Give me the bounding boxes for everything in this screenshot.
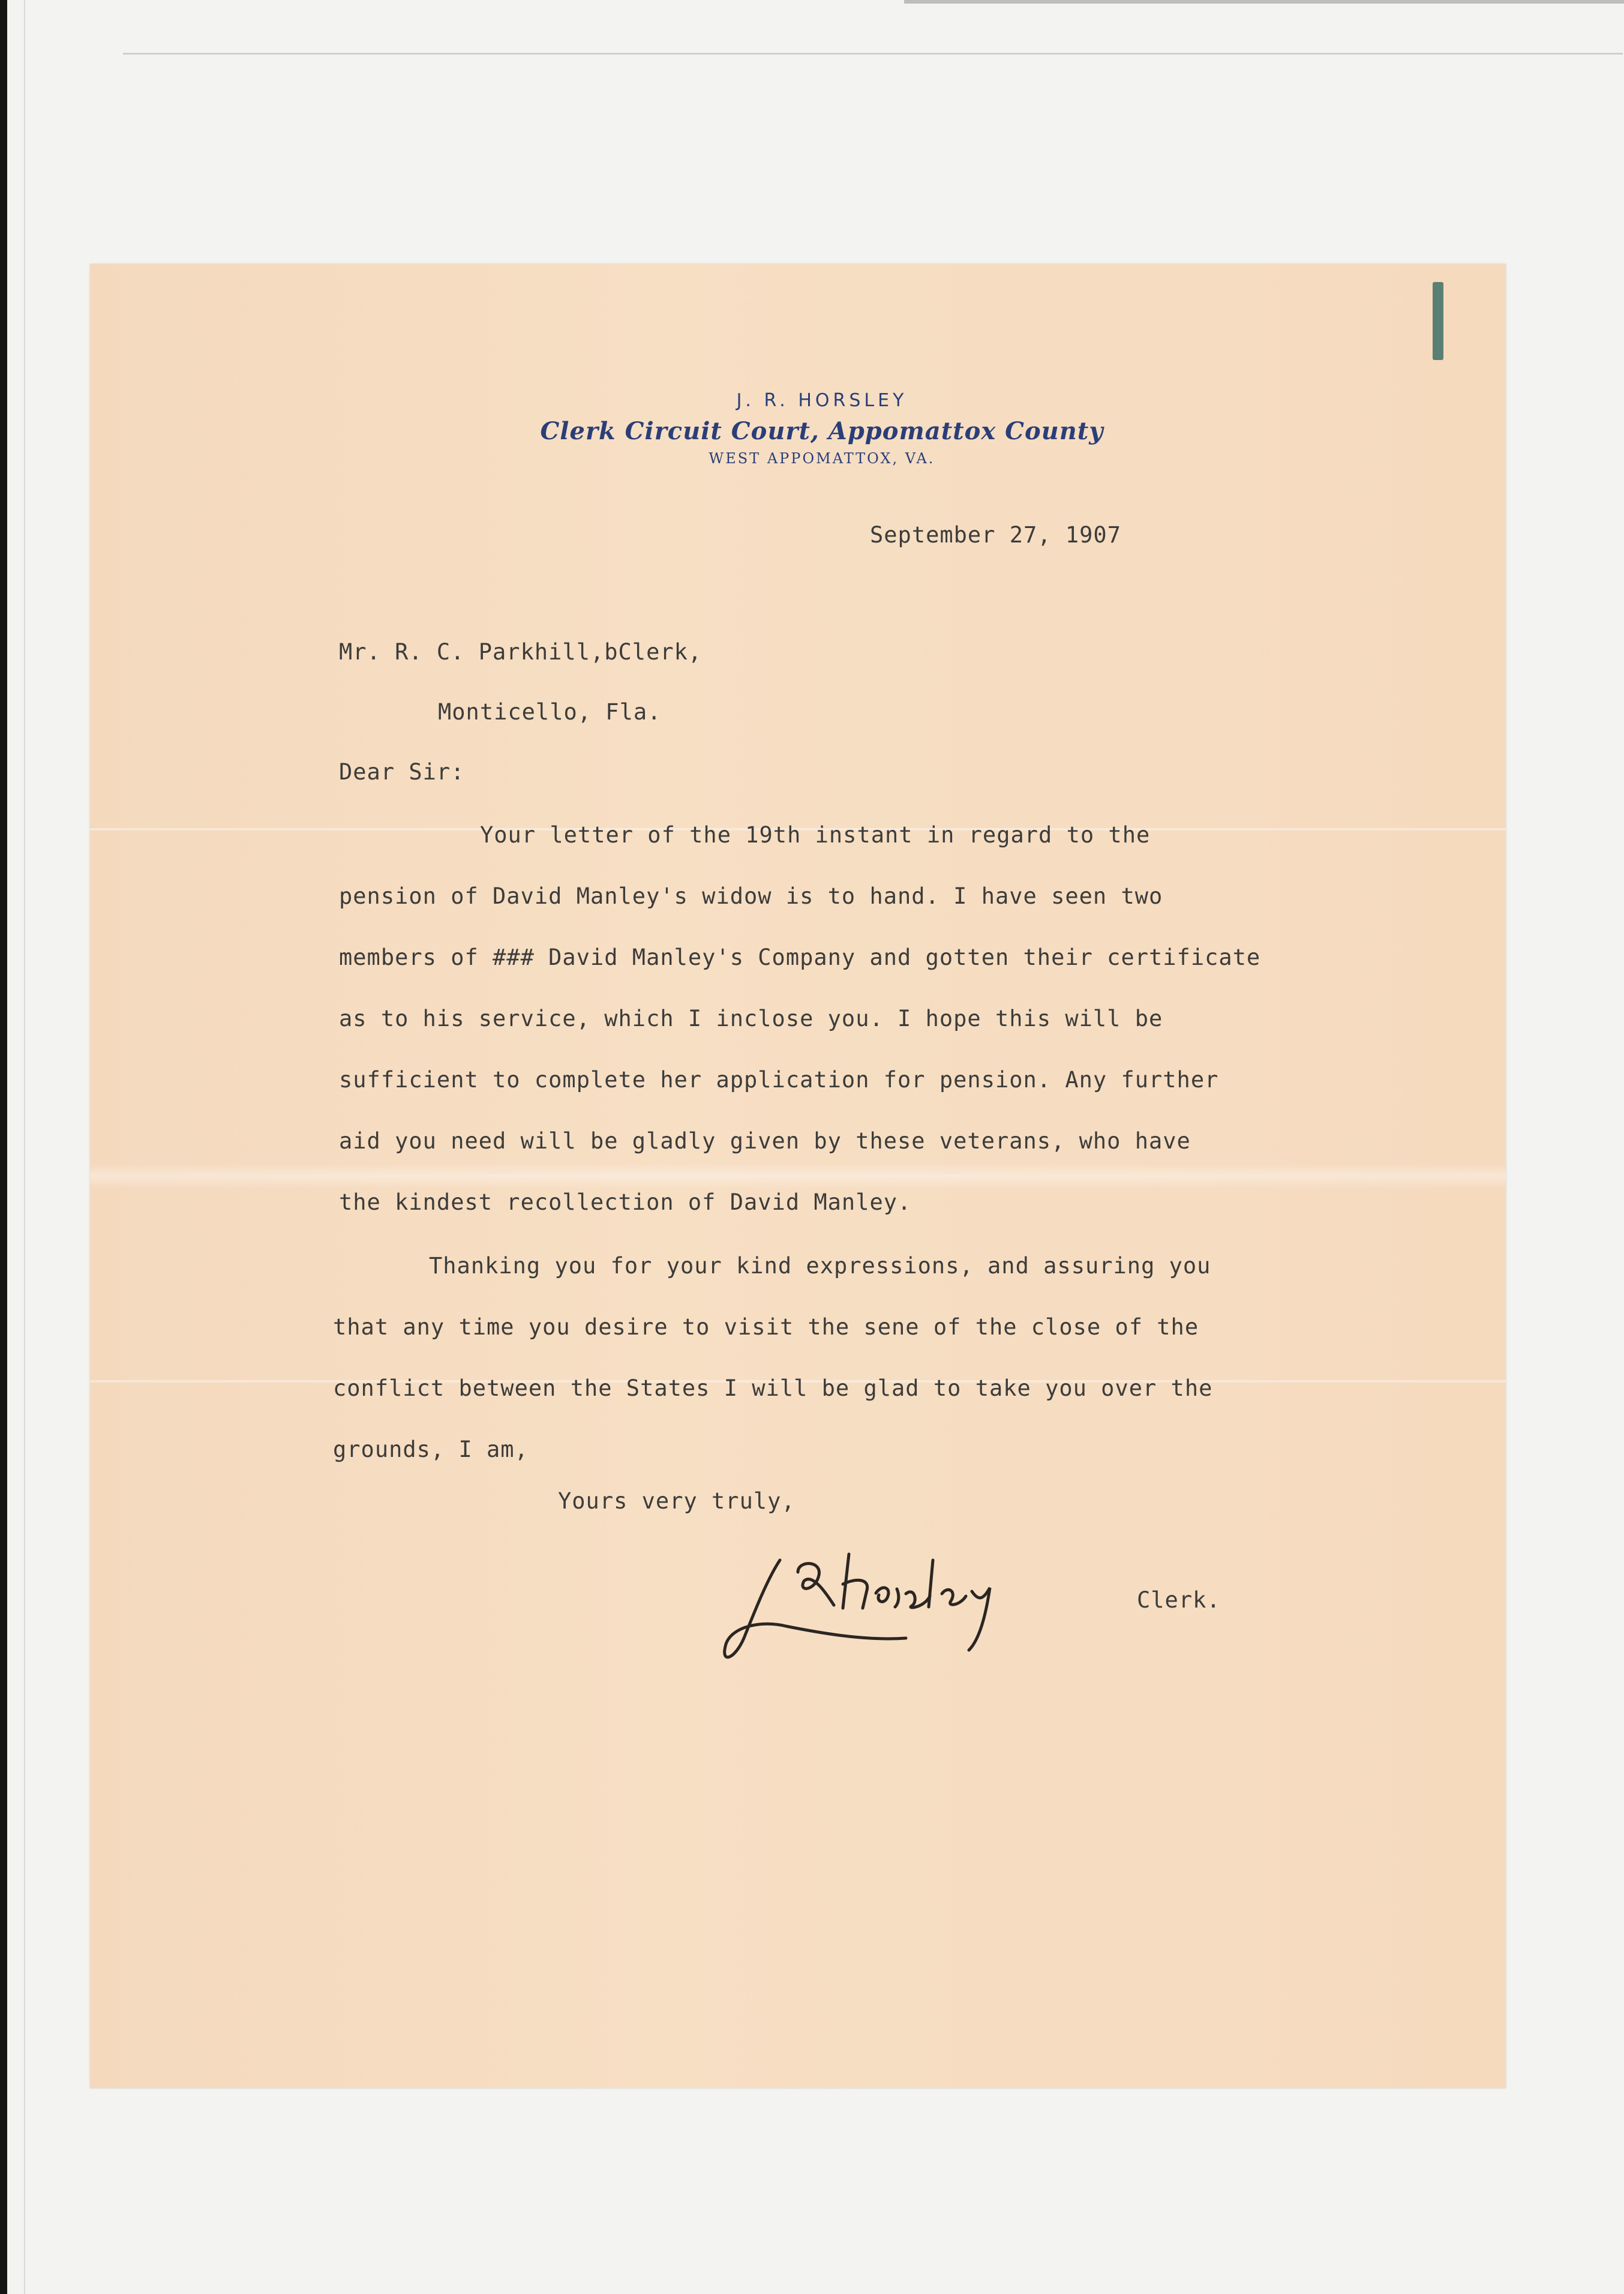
letter-sheet bbox=[90, 264, 1506, 2088]
signature bbox=[708, 1536, 1044, 1692]
body-line: pension of David Manley's widow is to hand. I have seen two bbox=[339, 883, 1163, 909]
closing: Yours very truly, bbox=[558, 1488, 796, 1514]
body-line: that any time you desire to visit the sene of the close of the bbox=[333, 1314, 1199, 1340]
recipient-location: Monticello, Fla. bbox=[438, 699, 662, 725]
body-line: members of ### David Manley's Company and gotten their certificate bbox=[339, 944, 1261, 970]
body-line: conflict between the States I will be glad to take you over the bbox=[333, 1375, 1213, 1401]
paper-clip-mark bbox=[1433, 282, 1443, 360]
body-line: aid you need will be gladly given by these veterans, who have bbox=[339, 1128, 1191, 1154]
scan-edge-left bbox=[0, 0, 7, 2294]
body-line: the kindest recollection of David Manley. bbox=[339, 1189, 912, 1215]
body-line: sufficient to complete her application for pension. Any further bbox=[339, 1067, 1219, 1093]
salutation: Dear Sir: bbox=[339, 759, 465, 785]
letterhead-title: Clerk Circuit Court, Appomattox County bbox=[540, 417, 1104, 445]
signer-title: Clerk. bbox=[1137, 1587, 1221, 1613]
body-line: Thanking you for your kind expressions, and assuring you bbox=[429, 1253, 1211, 1279]
body-line: grounds, I am, bbox=[333, 1437, 529, 1462]
scan-edge-top bbox=[904, 0, 1624, 4]
scan-edge-line bbox=[24, 0, 25, 2294]
body-line: Your letter of the 19th instant in regard to the bbox=[480, 822, 1151, 848]
letterhead-address: WEST APPOMATTOX, VA. bbox=[709, 450, 935, 467]
letter-date: September 27, 1907 bbox=[870, 522, 1121, 548]
body-line: as to his service, which I inclose you. I hope this will be bbox=[339, 1006, 1163, 1031]
scan-top-line bbox=[123, 53, 1623, 55]
letterhead-name: J. R. HORSLEY bbox=[736, 390, 908, 411]
recipient-name: Mr. R. C. Parkhill,bClerk, bbox=[339, 639, 703, 665]
